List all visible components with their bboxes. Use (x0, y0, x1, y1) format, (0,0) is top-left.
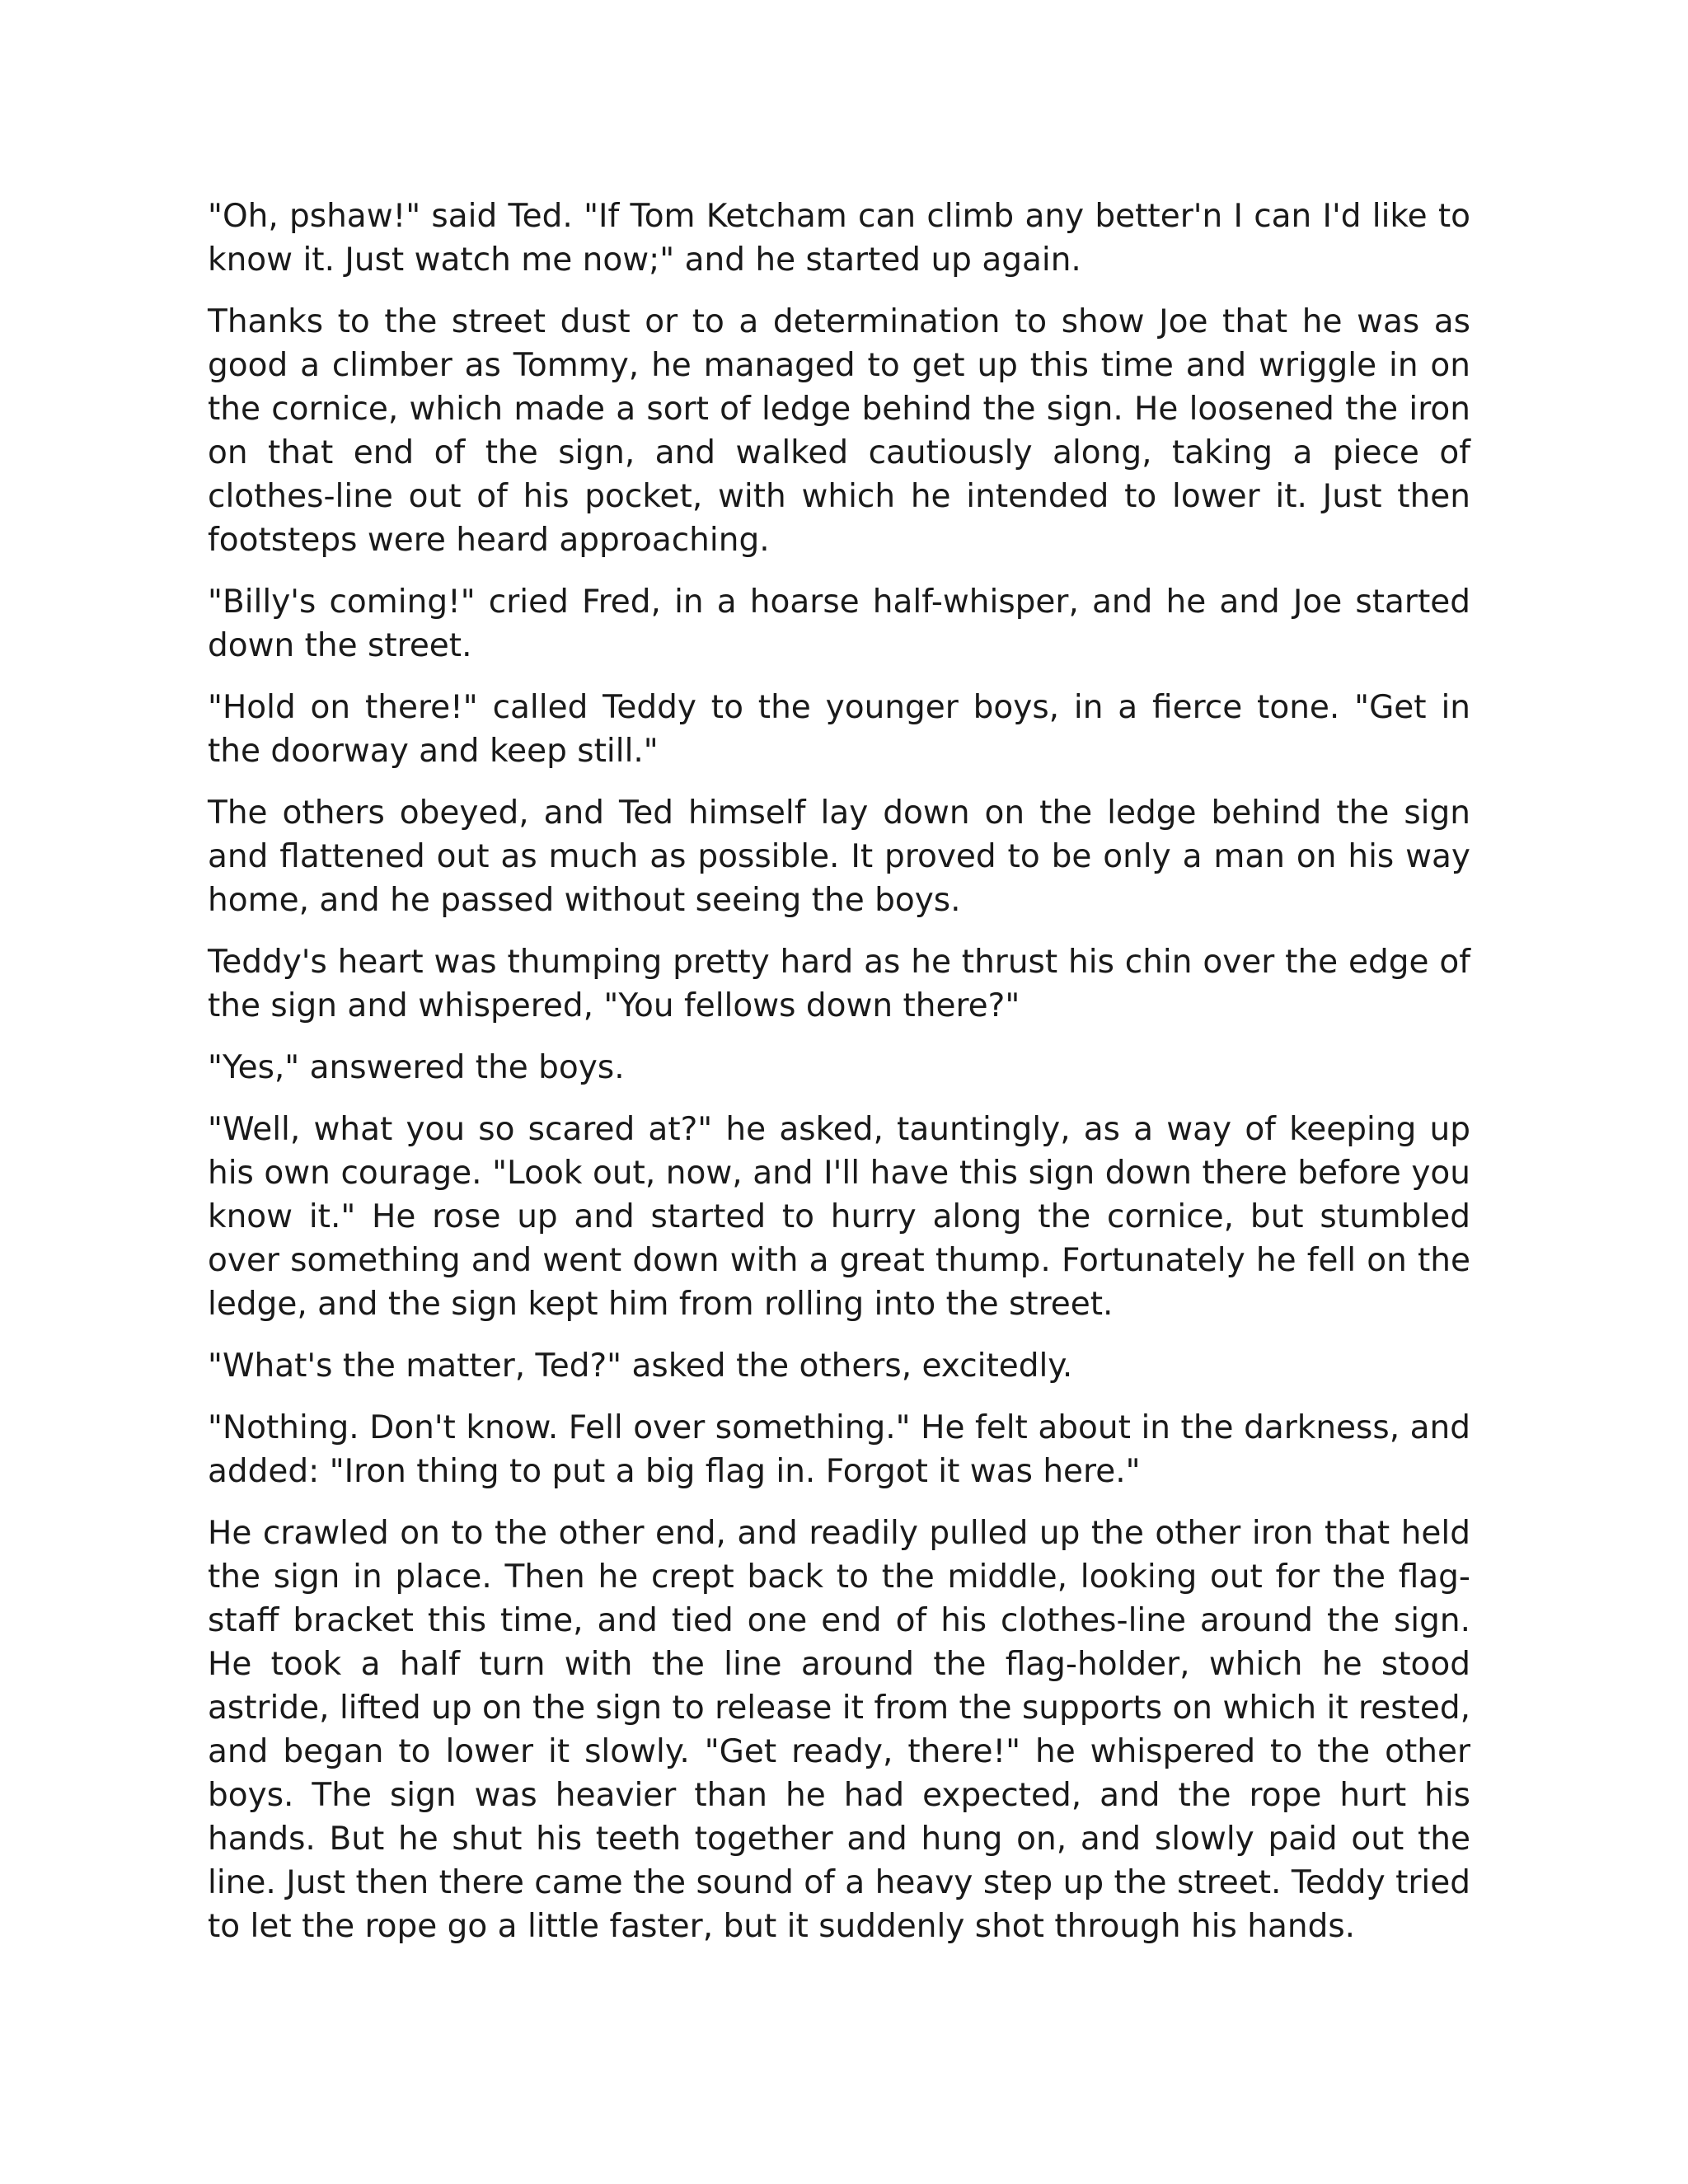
paragraph: "Nothing. Don't know. Fell over something." He felt about in the darkness, and added: "Iron thing to put a big flag in. Forgot it was here." (208, 1409, 1470, 1490)
paragraph: Thanks to the street dust or to a determination to show Joe that he was as good a climber as Tommy, he managed to get up this time and wriggle in on the cornice, which made a sort of ledge behind the sign. He loosened the iron on that end of the sign, and walked cautiously along, taking a piece of clothes-line out of his pocket, with which he intended to lower it. Just then footsteps were heard approaching. (208, 303, 1470, 559)
paragraph: "Billy's coming!" cried Fred, in a hoarse half-whisper, and he and Joe started down the street. (208, 583, 1470, 664)
paragraph: "Well, what you so scared at?" he asked, tauntingly, as a way of keeping up his own courage. "Look out, now, and I'll have this sign down there before you know it." He rose up and started to hurry along the cornice, but stumbled over something and went down with a great thump. Fortunately he fell on the ledge, and the sign kept him from rolling into the street. (208, 1111, 1470, 1323)
paragraph: "Yes," answered the boys. (208, 1049, 625, 1086)
paragraph: The others obeyed, and Ted himself lay down on the ledge behind the sign and flattened out as much as possible. It proved to be only a man on his way home, and he passed without seeing the boys. (208, 794, 1470, 919)
paragraph: "Oh, pshaw!" said Ted. "If Tom Ketcham can climb any better'n I can I'd like to know it. Just watch me now;" and he started up again. (208, 198, 1470, 279)
paragraph: He crawled on to the other end, and readily pulled up the other iron that held the sign in place. Then he crept back to the middle, looking out for the flag-staff bracket this time, and tied one end of his clothes-line around the sign. He took a half turn with the line around the flag-holder, which he stood astride, lifted up on the sign to release it from the supports on which it rested, and began to lower it slowly. "Get ready, there!" he whispered to the other boys. The sign was heavier than he had expected, and the rope hurt his hands. But he shut his teeth together and hung on, and slowly paid out the line. Just then there came the sound of a heavy step up the street. Teddy tried to let the rope go a little faster, but it suddenly shot through his hands. (208, 1515, 1470, 1945)
paragraph: "Hold on there!" called Teddy to the younger boys, in a fierce tone. "Get in the doorway and keep still." (208, 689, 1470, 770)
paragraph: Teddy's heart was thumping pretty hard as he thrust his chin over the edge of the sign and whispered, "You fellows down there?" (208, 944, 1470, 1024)
paragraph: "What's the matter, Ted?" asked the others, excitedly. (208, 1347, 1073, 1385)
document-page (208, 194, 1470, 1948)
